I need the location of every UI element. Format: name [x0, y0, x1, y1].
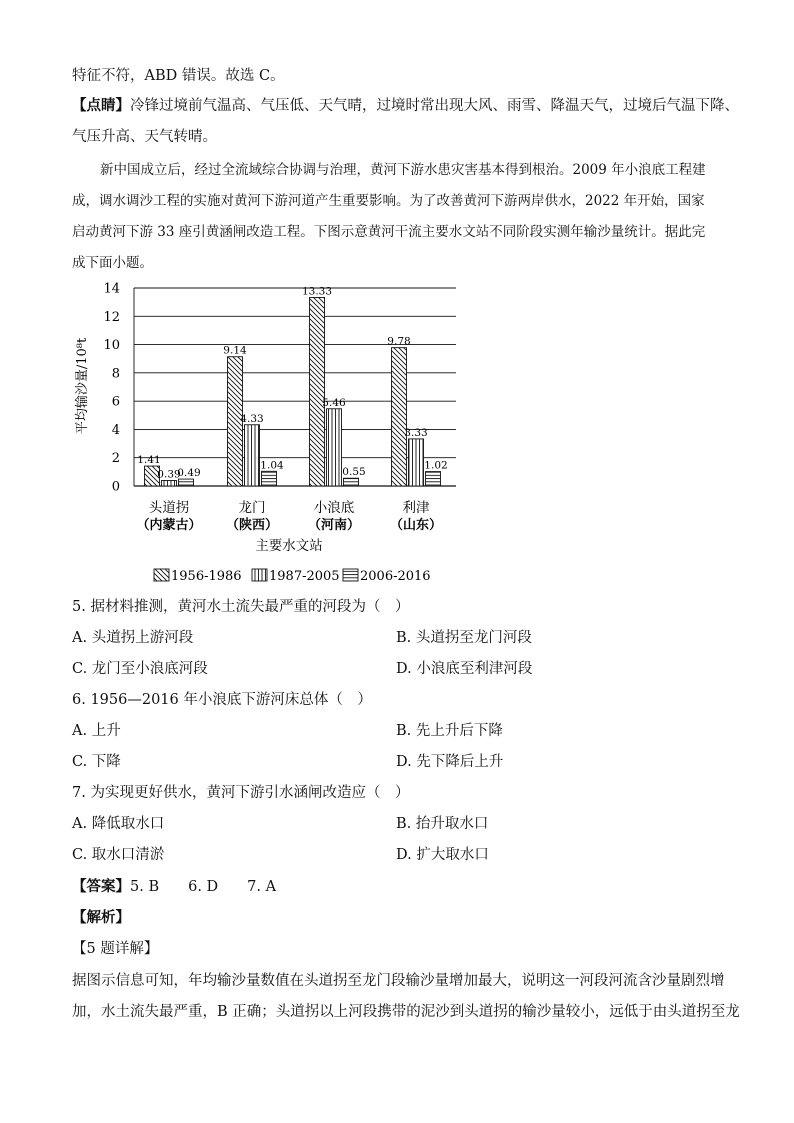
q6-option-d: D. 先下降后上升	[396, 754, 504, 770]
x-category-sublabel: （山东）	[389, 518, 443, 533]
grid-lines	[134, 288, 456, 486]
bar-value-label: 1.04	[260, 459, 284, 472]
bar	[245, 425, 260, 486]
sediment-bar-chart	[72, 276, 472, 594]
tip-text-cont: 气压升高、天气转晴。	[72, 129, 217, 145]
bar-value-label: 1.41	[137, 454, 161, 467]
bar-value-label: 9.14	[223, 344, 247, 357]
q6-option-c: C. 下降	[72, 754, 121, 770]
intro-line: 特征不符，ABD 错误。故选 C。	[72, 68, 285, 84]
bar	[262, 471, 277, 486]
answer-text: 5. B 6. D 7. A	[130, 879, 277, 895]
q6-option-a: A. 上升	[72, 723, 121, 739]
bar-value-label: 3.33	[404, 426, 428, 439]
legend-swatch	[154, 569, 169, 581]
detail-title: 【5 题详解】	[72, 941, 159, 957]
tip-label: 【点睛】	[72, 97, 130, 114]
bar	[162, 480, 177, 486]
bar	[409, 439, 424, 486]
x-category-sublabel: （河南）	[307, 518, 361, 533]
bar	[179, 479, 194, 486]
q7-option-b: B. 抬升取水口	[396, 816, 489, 832]
q7-option-a: A. 降低取水口	[72, 816, 165, 832]
material-line-1: 新中国成立后，经过全流域综合协调与治理，黄河下游水患灾害基本得到根治。2009 年小浪底工程建	[100, 162, 706, 178]
y-tick-label: 10	[103, 338, 120, 354]
bar	[310, 297, 325, 486]
bar-value-label: 13.33	[301, 285, 333, 298]
analysis-label: 【解析】	[72, 909, 130, 926]
y-tick-label: 14	[103, 281, 120, 297]
x-category-label: 头道拐	[148, 500, 190, 516]
q5-option-b: B. 头道拐至龙门河段	[396, 630, 532, 646]
q5-option-c: C. 龙门至小浪底河段	[72, 661, 208, 677]
tip-text: 冷锋过境前气温高、气压低、天气晴，过境时常出现大风、雨雪、降温天气，过境后气温下降、	[130, 98, 739, 114]
bar-value-label: 0.49	[177, 467, 201, 480]
bar-value-label: 9.78	[387, 335, 411, 348]
question-5: 5. 据材料推测，黄河水土流失最严重的河段为（ ）	[72, 599, 410, 615]
question-6: 6. 1956—2016 年小浪底下游河床总体（ ）	[72, 692, 372, 708]
bar	[426, 472, 441, 486]
material-line-2: 成，调水调沙工程的实施对黄河下游河道产生重要影响。为了改善黄河下游两岸供水，2022 年开始，国家	[72, 193, 705, 209]
x-category-labels	[136, 499, 442, 533]
legend-label: 2006-2016	[360, 569, 431, 584]
answer-line	[72, 877, 276, 897]
detail-line-1: 据图示信息可知，年均输沙量数值在头道拐至龙门段输沙量增加最大，说明这一河段河流含沙量剧烈增	[72, 973, 725, 989]
answer-label: 【答案】	[72, 878, 130, 895]
x-category-label: 利津	[402, 500, 430, 516]
material-line-4: 成下面小题。	[72, 255, 153, 271]
y-tick-label: 2	[111, 451, 120, 467]
q5-option-d: D. 小浪底至利津河段	[396, 661, 533, 677]
detail-line-2: 加，水土流失最严重，B 正确；头道拐以上河段携带的泥沙到头道拐的输沙量较小，远低于由头道拐至龙	[72, 1004, 740, 1020]
y-tick-labels	[103, 282, 120, 495]
tip-paragraph	[72, 96, 739, 116]
legend-label: 1956-1986	[171, 569, 242, 584]
y-tick-label: 8	[111, 366, 120, 382]
bar	[392, 348, 407, 486]
bar	[327, 409, 342, 486]
bar-value-label: 5.46	[322, 396, 346, 409]
bar-value-label: 1.02	[424, 459, 448, 472]
x-category-sublabel: （陕西）	[225, 518, 279, 533]
x-category-label: 小浪底	[313, 500, 355, 516]
y-tick-label: 0	[111, 479, 120, 495]
legend-swatch	[252, 569, 267, 581]
bar	[344, 478, 359, 486]
q7-option-d: D. 扩大取水口	[396, 847, 489, 863]
y-tick-label: 6	[111, 394, 120, 410]
material-line-3: 启动黄河下游 33 座引黄涵闸改造工程。下图示意黄河干流主要水文站不同阶段实测年输沙量统计。据此完	[72, 224, 706, 240]
y-tick-label: 4	[111, 422, 120, 438]
q7-option-c: C. 取水口清淤	[72, 847, 165, 863]
legend	[154, 569, 431, 584]
legend-label: 1987-2005	[269, 569, 340, 584]
x-category-label: 龙门	[238, 500, 266, 516]
y-tick-label: 12	[103, 309, 120, 325]
q5-option-a: A. 头道拐上游河段	[72, 630, 194, 646]
bar-value-label: 4.33	[240, 412, 264, 425]
legend-swatch	[343, 569, 358, 581]
question-7: 7. 为实现更好供水，黄河下游引水涵闸改造应（ ）	[72, 785, 410, 801]
x-axis-label: 主要水文站	[255, 538, 323, 554]
q6-option-b: B. 先上升后下降	[396, 723, 503, 739]
bar-value-label: 0.39	[157, 468, 181, 481]
x-category-sublabel: （内蒙古）	[136, 518, 202, 533]
y-axis-label: 平均输沙量/10⁸t	[75, 337, 90, 435]
bar-value-label: 0.55	[342, 466, 366, 479]
